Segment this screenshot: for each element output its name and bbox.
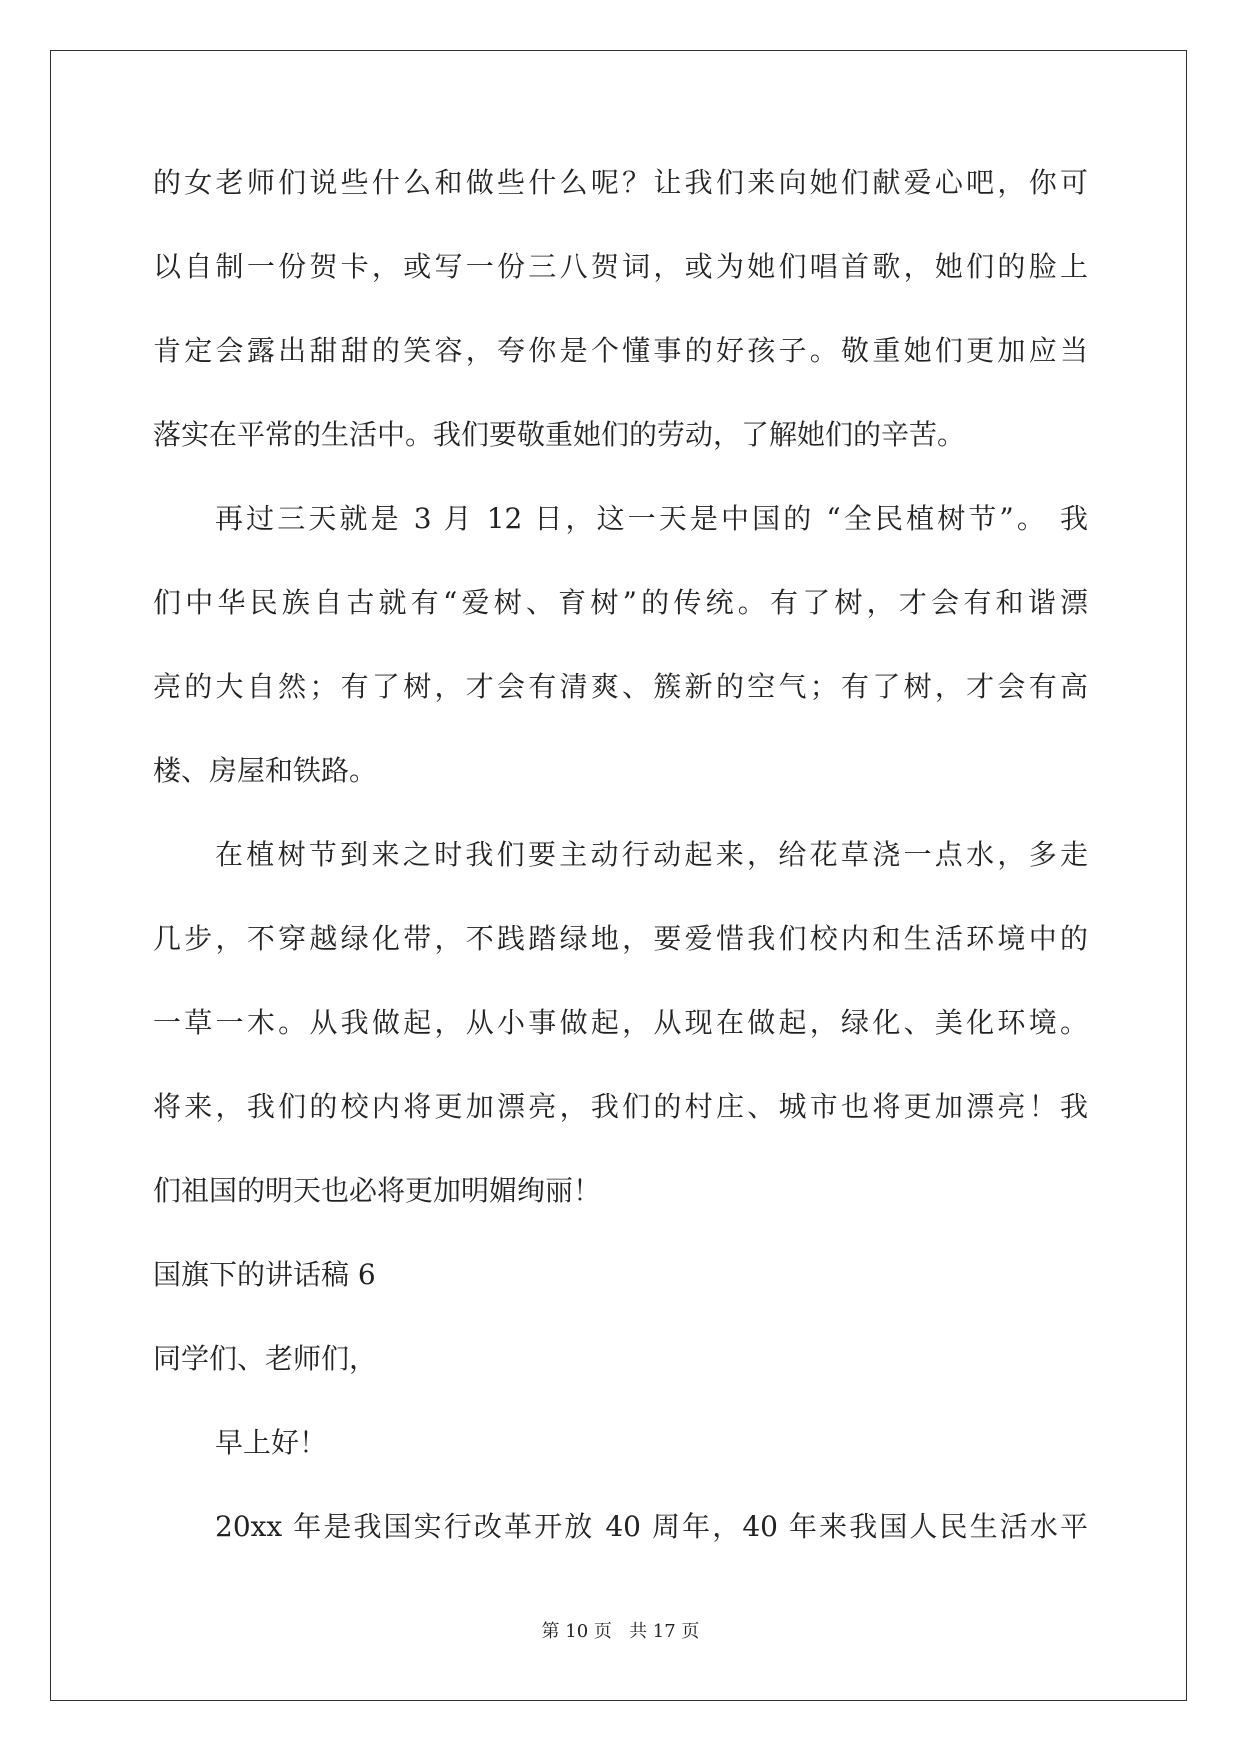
paragraph-line: 几步，不穿越绿化带，不践踏绿地，要爱惜我们校内和生活环境中的 [153,922,1088,955]
paragraph-line: 以自制一份贺卡，或写一份三八贺词，或为她们唱首歌，她们的脸上 [153,250,1088,283]
paragraph-line: 亮的大自然；有了树，才会有清爽、簇新的空气；有了树，才会有高 [153,670,1088,703]
section-heading: 国旗下的讲话稿 6 [153,1258,376,1291]
paragraph-line: 落实在平常的生活中。我们要敬重她们的劳动，了解她们的辛苦。 [153,418,966,451]
paragraph-line: 们祖国的明天也必将更加明媚绚丽！ [153,1174,602,1207]
salutation-line: 同学们、老师们， [153,1342,378,1375]
paragraph-line: 肯定会露出甜甜的笑容，夸你是个懂事的好孩子。敬重她们更加应当 [153,334,1088,367]
page-total: 共 17 页 [629,1621,700,1642]
paragraph-line: 将来，我们的校内将更加漂亮，我们的村庄、城市也将更加漂亮！我 [153,1090,1088,1123]
paragraph-line: 20xx 年是我国实行改革开放 40 周年，40 年来我国人民生活水平 [215,1510,1088,1543]
paragraph-line: 一草一木。从我做起，从小事做起，从现在做起，绿化、美化环境。 [153,1006,1088,1039]
paragraph-line: 在植树节到来之时我们要主动行动起来，给花草浇一点水，多走 [215,838,1088,871]
paragraph-line: 楼、房屋和铁路。 [153,754,378,787]
paragraph-line: 们中华民族自古就有“爱树、育树”的传统。有了树，才会有和谐漂 [153,586,1088,619]
page-footer [0,1620,1241,1644]
paragraph-line: 的女老师们说些什么和做些什么呢？让我们来向她们献爱心吧，你可 [153,166,1088,199]
page-number: 第 10 页 [541,1621,612,1642]
paragraph-line: 再过三天就是 3 月 12 日，这一天是中国的 “全民植树节”。 我 [215,502,1088,535]
document-body [153,160,1088,1588]
greeting-line: 早上好！ [215,1426,328,1459]
